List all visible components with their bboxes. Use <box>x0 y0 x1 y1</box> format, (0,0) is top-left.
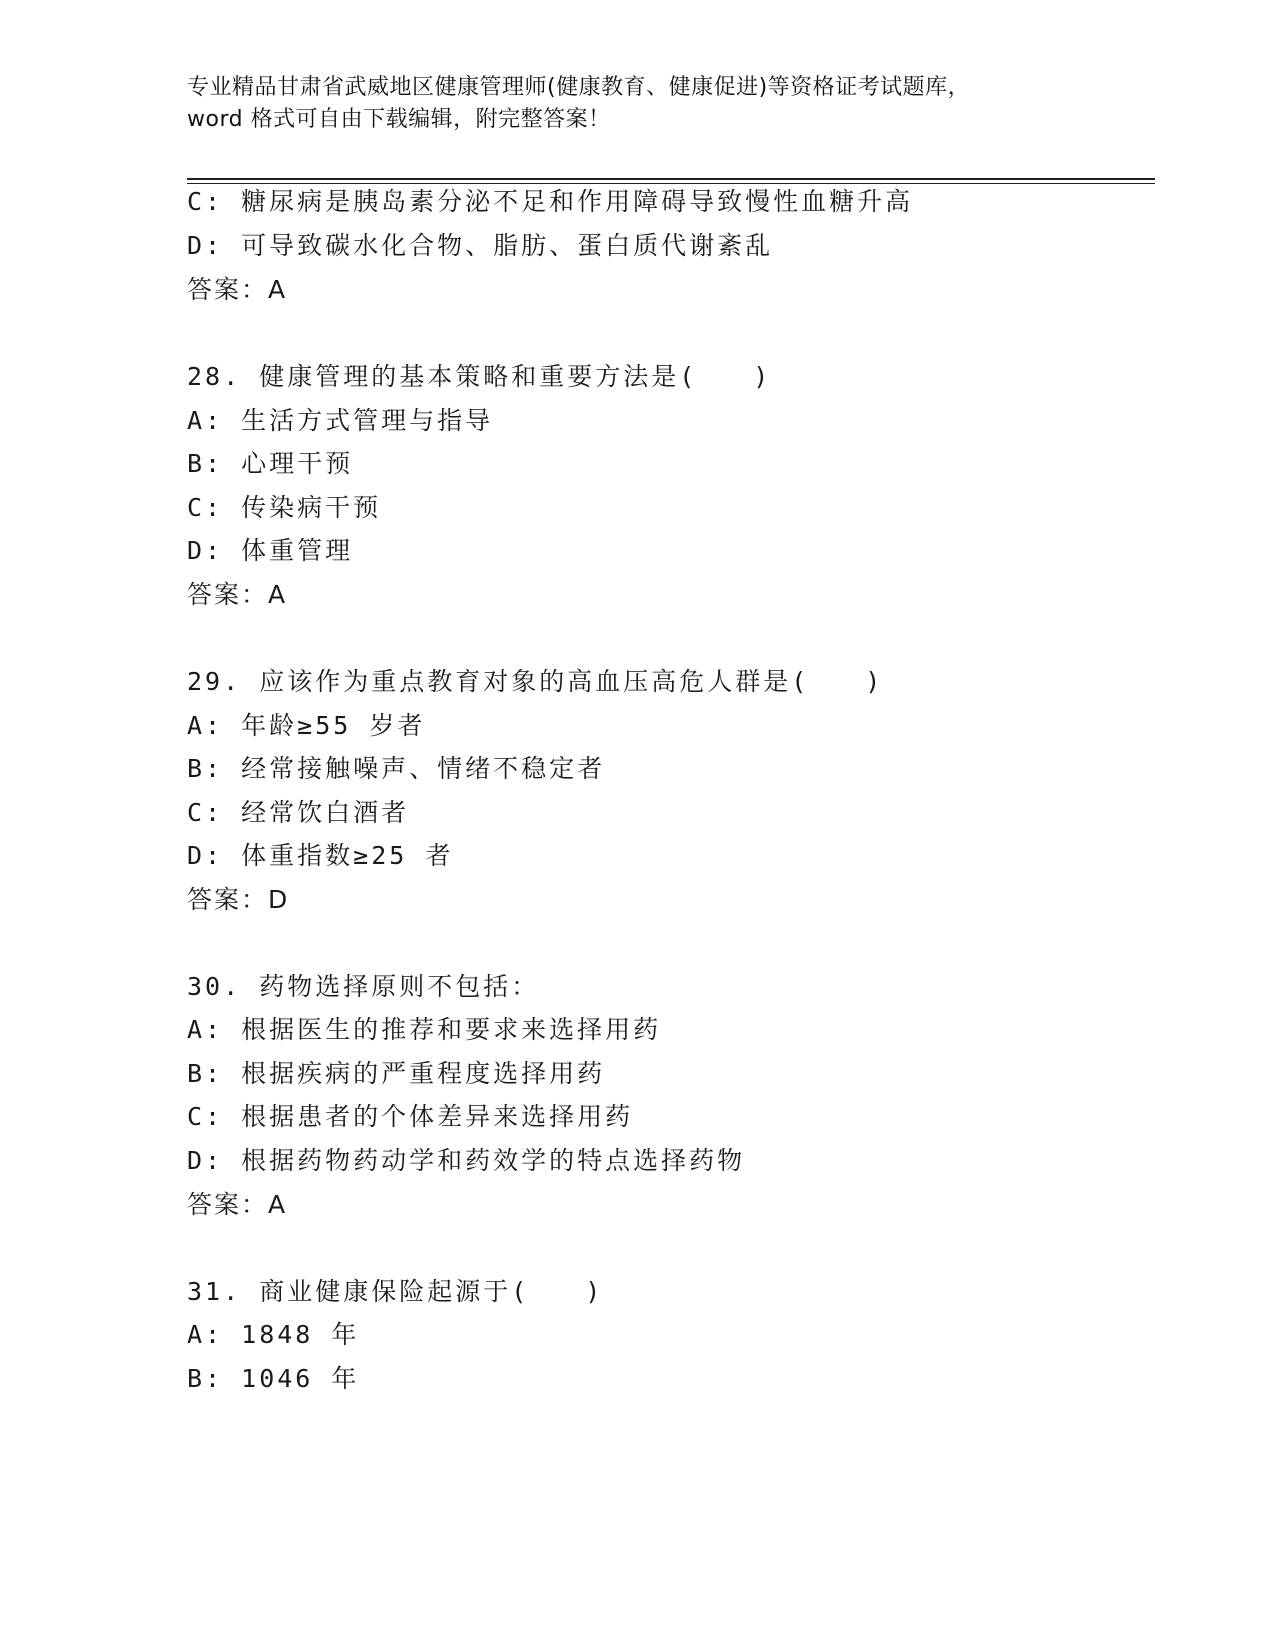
q30-answer: 答案：A <box>187 1190 288 1219</box>
header-line-2: word 格式可自由下载编辑，附完整答案！ <box>187 107 611 132</box>
q29-option-d: D: 体重指数≥25 者 <box>187 841 454 870</box>
q30-question: 30. 药物选择原则不包括： <box>187 972 540 1001</box>
q28-option-a: A: 生活方式管理与指导 <box>187 406 494 435</box>
q28-question: 28. 健康管理的基本策略和重要方法是( ) <box>187 362 772 391</box>
q28-answer: 答案：A <box>187 580 288 609</box>
q27-option-d: D: 可导致碳水化合物、脂肪、蛋白质代谢紊乱 <box>187 231 774 260</box>
q27-answer: 答案：A <box>187 275 288 304</box>
q29-question: 29. 应该作为重点教育对象的高血压高危人群是( ) <box>187 667 884 696</box>
q31-question: 31. 商业健康保险起源于( ) <box>187 1277 604 1306</box>
q29-option-c: C: 经常饮白酒者 <box>187 798 410 827</box>
page-header <box>187 72 1087 136</box>
q29-answer: 答案：D <box>187 885 290 914</box>
q31-option-b: B: 1046 年 <box>187 1364 360 1393</box>
q30-option-d: D: 根据药物药动学和药效学的特点选择药物 <box>187 1146 746 1175</box>
q30-option-b: B: 根据疾病的严重程度选择用药 <box>187 1059 606 1088</box>
q28-option-d: D: 体重管理 <box>187 536 354 565</box>
header-rule-thin <box>187 183 1155 184</box>
header-rule-thick <box>187 178 1155 180</box>
q27-option-c: C: 糖尿病是胰岛素分泌不足和作用障碍导致慢性血糖升高 <box>187 187 914 216</box>
header-line-1: 专业精品甘肃省武威地区健康管理师(健康教育、健康促进)等资格证考试题库， <box>187 75 971 100</box>
q28-option-b: B: 心理干预 <box>187 449 354 478</box>
q30-option-c: C: 根据患者的个体差异来选择用药 <box>187 1102 634 1131</box>
q31-option-a: A: 1848 年 <box>187 1320 360 1349</box>
q28-option-c: C: 传染病干预 <box>187 493 382 522</box>
q29-option-b: B: 经常接触噪声、情绪不稳定者 <box>187 754 606 783</box>
q29-option-a: A: 年龄≥55 岁者 <box>187 711 426 740</box>
q30-option-a: A: 根据医生的推荐和要求来选择用药 <box>187 1015 662 1044</box>
